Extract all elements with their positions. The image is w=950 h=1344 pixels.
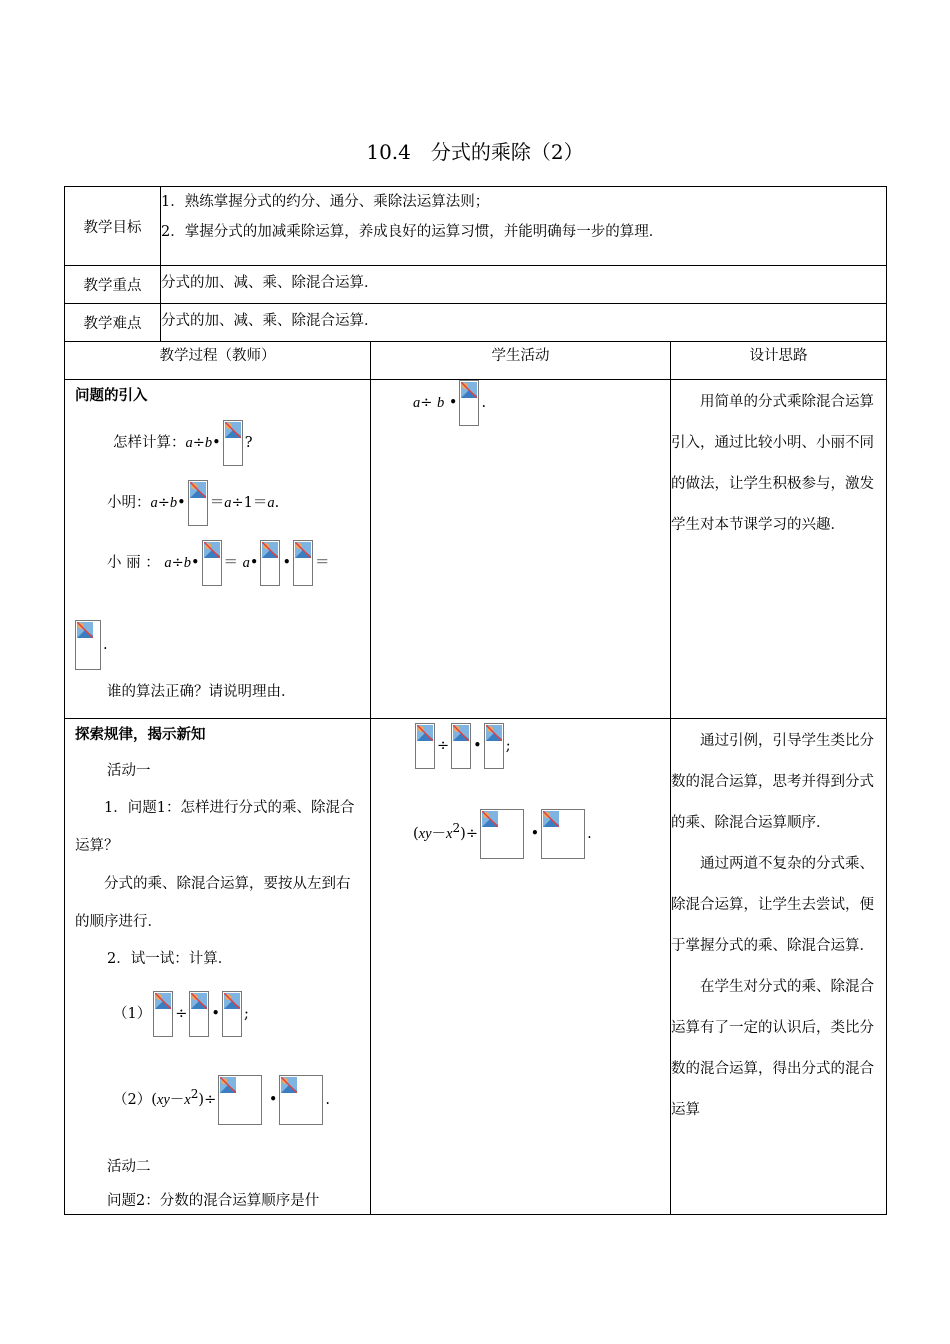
xiaoming-prefix: 小明： (107, 495, 151, 511)
focus-label: 教学重点 (65, 266, 161, 304)
section2-design-cell (671, 719, 887, 1215)
xiaoli-line: 小 丽 ： a÷b• ＝ a• • ＝ (107, 540, 330, 586)
image-placeholder-icon (459, 380, 479, 426)
section1-heading: 问题的引入 (75, 387, 148, 404)
goal-item-1: 1．熟练掌握分式的约分、通分、乘除法运算法则； (161, 194, 490, 210)
image-placeholder-icon (75, 620, 101, 670)
difficulty-label: 教学难点 (65, 304, 161, 342)
ask-prefix: 怎样计算： (113, 435, 186, 451)
image-placeholder-icon (218, 1075, 262, 1125)
section1-design-cell (671, 380, 887, 719)
header-design: 设计思路 (671, 342, 887, 380)
goals-cell (161, 187, 887, 266)
image-placeholder-icon (189, 991, 209, 1037)
answer-1: 分式的乘、除混合运算，要按从左到右的顺序进行． (75, 876, 351, 930)
header-student: 学生活动 (371, 342, 671, 380)
image-placeholder-icon (541, 809, 585, 859)
section2-design-2: 通过两道不复杂的分式乘、除混合运算，让学生去尝试，便于掌握分式的乘、除混合运算． (671, 856, 874, 954)
section1-teacher-cell (65, 380, 371, 719)
ask-line: 怎样计算：a÷b• ? (113, 420, 253, 466)
image-placeholder-icon (293, 540, 313, 586)
image-placeholder-icon (260, 540, 280, 586)
section2-teacher-cell (65, 719, 371, 1215)
exercise-1: （1） ÷ • ; (113, 991, 249, 1037)
exercise-2: $(2)(xy-x^2)\div$ • . (113, 1075, 330, 1125)
image-placeholder-icon (451, 723, 471, 769)
section2-design-3: 在学生对分式的乘、除混合运算有了一定的认识后，类比分数的混合运算，得出分式的混合运算 (671, 979, 874, 1118)
image-placeholder-icon (279, 1075, 323, 1125)
activity2-label: 活动二 (107, 1159, 151, 1175)
section2-heading: 探索规律，揭示新知 (75, 726, 206, 743)
try-label: 2．试一试：计算． (107, 951, 233, 967)
question-2: 问题2：分数的混合运算顺序是什 (107, 1193, 320, 1209)
image-placeholder-icon (480, 809, 524, 859)
xiaoming-line: 小明：a÷b• ＝a÷1＝a. (107, 480, 279, 526)
section2-design-1: 通过引例，引导学生类比分数的混合运算，思考并得到分式的乘、除混合运算顺序． (671, 733, 874, 831)
difficulty-text: 分式的加、减、乘、除混合运算． (161, 304, 887, 342)
student-expr-3: $(xy-x^2)\div$ • . (413, 809, 592, 859)
exercise-1-label: （1） (113, 1006, 152, 1022)
image-placeholder-icon (415, 723, 435, 769)
goals-label: 教学目标 (65, 187, 161, 266)
focus-text: 分式的加、减、乘、除混合运算． (161, 266, 887, 304)
student-expr-2: ÷ • ; (413, 723, 511, 769)
xiaoli-line-2: . (73, 620, 108, 670)
section1-student-cell (371, 380, 671, 719)
image-placeholder-icon (223, 420, 243, 466)
student-expr-1: a÷ b • . (413, 380, 486, 426)
goal-item-2: 2．掌握分式的加减乘除运算，养成良好的运算习惯，并能明确每一步的算理． (161, 224, 664, 240)
image-placeholder-icon (188, 480, 208, 526)
question-1: 1．问题1：怎样进行分式的乘、除混合运算？ (75, 800, 355, 854)
header-teacher: 教学过程（教师） (65, 342, 371, 380)
section2-student-cell (371, 719, 671, 1215)
image-placeholder-icon (202, 540, 222, 586)
lesson-plan-table (64, 186, 887, 1215)
image-placeholder-icon (153, 991, 173, 1037)
page-title: 10.4 分式的乘除（2） (366, 140, 584, 164)
xiaoli-prefix: 小 丽 ： (107, 555, 160, 571)
section1-design: 用简单的分式乘除混合运算引入，通过比较小明、小丽不同的做法，让学生积极参与，激发学生对本节课学习的兴趣． (671, 394, 874, 533)
section1-question: 谁的算法正确？请说明理由． (107, 684, 296, 700)
exercise-2-label: （2） (113, 1092, 152, 1108)
image-placeholder-icon (222, 991, 242, 1037)
activity1-label: 活动一 (107, 763, 151, 779)
q1-text (75, 789, 363, 941)
image-placeholder-icon (484, 723, 504, 769)
